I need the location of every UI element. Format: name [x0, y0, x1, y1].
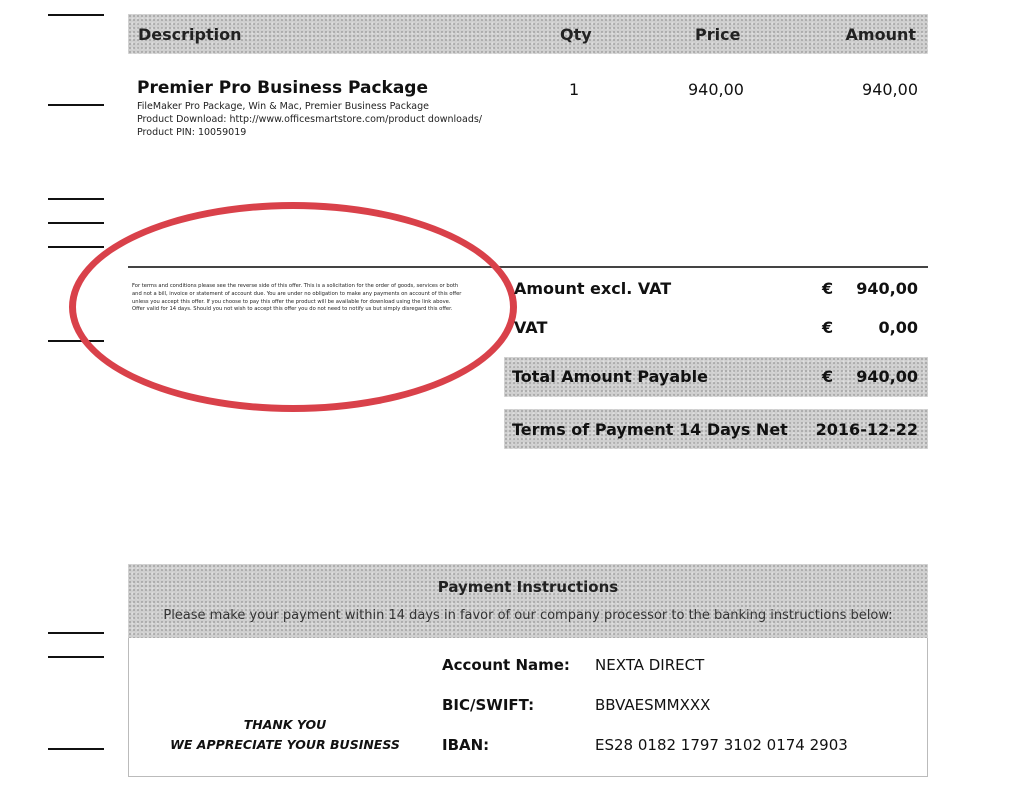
bic-label: BIC/SWIFT:	[442, 696, 535, 714]
item-price: 940,00	[688, 80, 744, 99]
total-label: Total Amount Payable	[512, 367, 708, 386]
excl-vat-label: Amount excl. VAT	[514, 279, 672, 298]
margin-tick	[48, 14, 104, 16]
payment-instructions-header	[128, 564, 928, 638]
item-title: Premier Pro Business Package	[137, 78, 429, 98]
description-header: Description	[138, 25, 242, 44]
appreciate-text: WE APPRECIATE YOUR BUSINESS	[170, 737, 400, 752]
payment-subtitle: Please make your payment within 14 days in favor of our company processor to the banking instructions below:	[163, 608, 893, 623]
margin-tick	[48, 198, 104, 200]
item-amount: 940,00	[862, 80, 918, 99]
margin-tick	[48, 748, 104, 750]
excl-vat-currency: €	[822, 279, 834, 298]
bic-value: BBVAESMMXXX	[595, 696, 711, 714]
account-name-label: Account Name:	[442, 656, 570, 674]
excl-vat-value: 940,00	[856, 279, 918, 298]
vat-label: VAT	[514, 318, 548, 337]
account-name-value: NEXTA DIRECT	[595, 656, 705, 674]
table-header	[128, 14, 928, 54]
margin-tick	[48, 656, 104, 658]
margin-tick	[48, 632, 104, 634]
iban-label: IBAN:	[442, 736, 490, 754]
item-qty: 1	[569, 80, 580, 99]
total-value: 940,00	[856, 367, 918, 386]
margin-tick	[48, 222, 104, 224]
item-description-line: FileMaker Pro Package, Win & Mac, Premier Business Package	[137, 101, 429, 112]
highlight-ellipse	[69, 202, 517, 412]
margin-tick	[48, 246, 104, 248]
total-currency: €	[822, 367, 834, 386]
item-download-line: Product Download: http://www.officesmartstore.com/product downloads/	[137, 114, 482, 125]
payment-terms-label: Terms of Payment 14 Days Net	[512, 420, 788, 439]
payment-due-date: 2016-12-22	[815, 420, 918, 439]
thank-you-text: THANK YOU	[243, 717, 327, 732]
payment-title: Payment Instructions	[437, 578, 619, 596]
vat-currency: €	[822, 318, 834, 337]
margin-tick	[48, 104, 104, 106]
iban-value: ES28 0182 1797 3102 0174 2903	[595, 736, 848, 754]
amount-header: Amount	[845, 25, 916, 44]
vat-value: 0,00	[878, 318, 918, 337]
qty-header: Qty	[560, 25, 592, 44]
price-header: Price	[695, 25, 741, 44]
item-pin-line: Product PIN: 10059019	[137, 127, 247, 138]
terms-fine-print: For terms and conditions please see the reverse side of this offer. This is a solicitation for the order of goods, services or both and not a bill, invoice or statement of account due. You are under no obligation to make any payments on account of this offer unless you accept this offer. If you choose to pay this offer the product will be available for download using the link above. Offer valid for 14 days. Should you not wish to accept this offer you do not need to notify us but simply disregard this offer.	[132, 283, 462, 313]
